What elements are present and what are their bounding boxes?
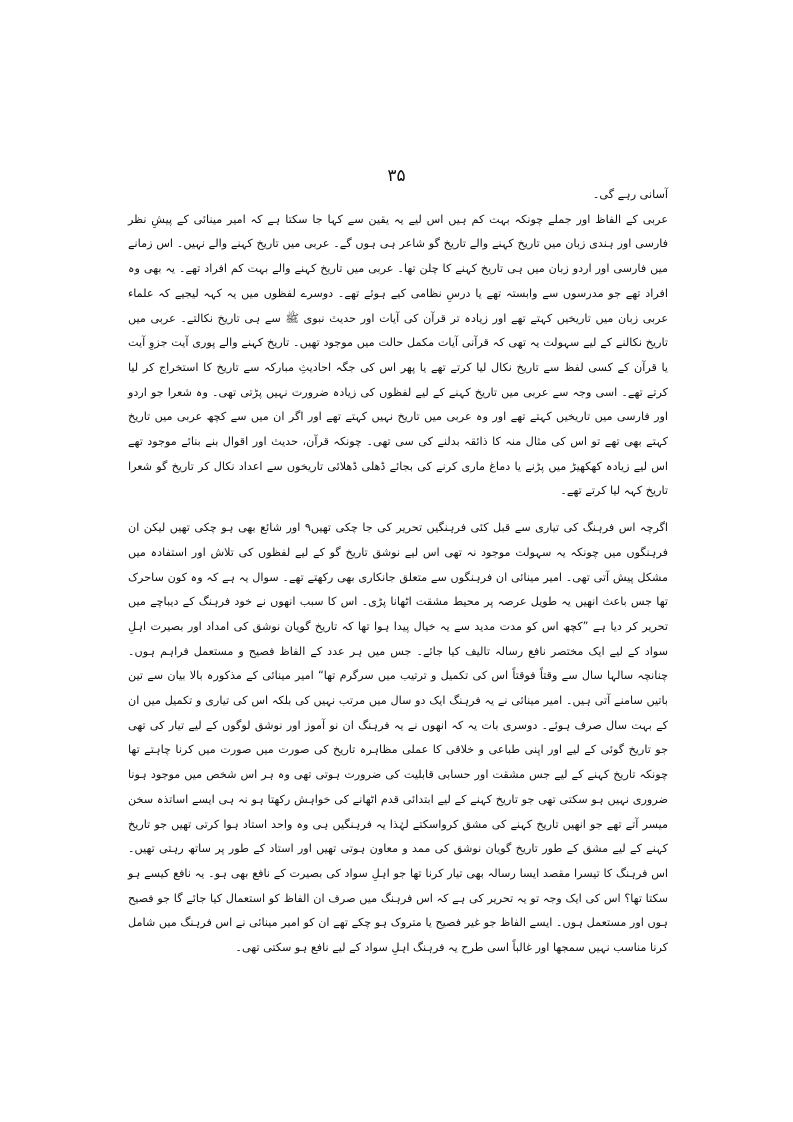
page-number: ۳۵	[387, 166, 406, 186]
body-text	[128, 183, 668, 961]
paragraph: عربی کے الفاظ اور جملے چونکہ بہت کم ہیں اس لیے یہ یقین سے کہا جا سکتا ہے کہ امیر مینائی کے پیشِ نظر فارسی اور ہندی زبان میں تاریخ کہنے والے تاریخ گو شاعر ہی ہوں گے۔ عربی میں تاریخ کہنے والے نہیں۔ اس زمانے میں فارسی اور اردو زبان میں ہی تاریخ کہنے کا چلن تھا۔ عربی میں تاریخ کہنے والے بہت کم افراد تھے۔ یہ بھی وہ افراد تھے جو مدرسوں سے وابستہ تھے یا درسِ نظامی کیے ہوئے تھے۔ دوسرے لفظوں میں یہ کہہ لیجیے کہ علماء عربی زبان میں تاریخیں کہتے تھے اور زیادہ تر قرآن کی آیات اور حدیث نبوی ﷺ سے ہی تاریخ نکالتے۔ عربی میں تاریخ نکالنے کے لیے سہولت یہ تھی کہ قرآنی آیات مکمل حالت میں موجود تھیں۔ تاریخ کہنے والے پوری آیت جزوِ آیت یا قرآن کے کسی لفظ سے تاریخ نکال لیا کرتے تھے یا پھر اس کی جگہ احادیثِ مبارکہ سے تاریخ کا استخراج کر لیا کرتے تھے۔ اسی وجہ سے عربی میں تاریخ کہنے کے لیے لفظوں کی زیادہ ضرورت نہیں پڑتی تھی۔ وہ شعرا جو اردو اور فارسی میں تاریخیں کہتے تھے اور وہ عربی میں تاریخ نہیں کہتے تھے اور اگر ان میں سے کچھ عربی میں تاریخ کہتے بھی تھے تو اس کی مثال منہ کا ذائقہ بدلنے کی سی تھی۔ چونکہ قرآن، حدیث اور اقوال بنے بنائے موجود تھے اس لیے زیادہ کھکھیڑ میں پڑنے یا دماغ ماری کرنے کی بجائے ڈھلی ڈھلائی تاریخوں سے اعداد نکال کر تاریخ گو شعرا تاریخ کہہ لیا کرتے تھے۔	[128, 212, 668, 498]
paragraph: اگرچہ اس فرہنگ کی تیاری سے قبل کئی فرہنگیں تحریر کی جا چکی تھیں۹ اور شائع بھی ہو چکی تھیں لیکن ان فرہنگوں میں چونکہ یہ سہولت موجود نہ تھی اس لیے نوشق تاریخ گو کے لیے لفظوں کی تلاش اور استفادہ میں مشکل پیش آتی تھی۔ امیر مینائی ان فرہنگوں سے متعلق جانکاری بھی رکھتے تھے۔ سوال یہ ہے کہ وہ کون ساحرک تھا جس باعث انھیں یہ طویل عرصہ پر محیط مشقت اٹھانا پڑی۔ اس کا سبب انھوں نے خود فرہنگ کے دیباچے میں تحریر کر دیا ہے ”کچھ اس کو مدت مدید سے یہ خیال پیدا ہوا تھا کہ تاریخ گویان نوشق کی امداد اور بصیرت اہلِ سواد کے لیے ایک مختصر نافع رسالہ تالیف کیا جائے۔ جس میں ہر عدد کے الفاظ فصیح و مستعمل فراہم ہوں۔ چنانچہ سالہا سال سے وقتاً فوقتاً اس کی تکمیل و ترتیب میں سرگرم تھا“ امیر مینائی کے مذکورہ بالا بیان سے تین باتیں سامنے آتی ہیں۔ امیر مینائی نے یہ فرہنگ ایک دو سال میں مرتب نہیں کی بلکہ اس کی تیاری و تکمیل میں ان کے بہت سال صرف ہوئے۔ دوسری بات یہ کہ انھوں نے یہ فرہنگ ان نو آموز اور نوشق لوگوں کے لیے تیار کی تھی جو تاریخ گوئی کے لیے اور اپنی طباعی و خلاقی کا عملی مظاہرہ تاریخ کی صورت میں صورت میں کرنا چاہتے تھا چونکہ تاریخ کہنے کے لیے جس مشقت اور حسابی قابلیت کی ضرورت ہوتی تھی وہ ہر اس شخص میں موجود ہونا ضروری نہیں ہو سکتی تھی جو تاریخ کہنے کے لیے ابتدائی قدم اٹھانے کی خواہش رکھتا ہو نہ ہی ایسے اساتذہ سخن میسر آتے تھے جو انھیں تاریخ کہنے کی مشق کرواسکتے لہٰذا یہ فرہنگیں ہی وہ واحد استاد ہوا کرتی تھیں جو تاریخ کہنے کے لیے مشق کے طور تاریخ گویان نوشق کی ممد و معاون ہوتی تھیں اور استاد کے طور پر ساتھ رہتی تھیں۔ اس فرہنگ کا تیسرا مقصد ایسا رسالہ بھی تیار کرنا تھا جو اہلِ سواد کی بصیرت کے نافع بھی ہو۔ یہ نافع کیسے ہو سکتا تھا؟ اس کی ایک وجہ تو یہ تحریر کی ہے کہ اس فرہنگ میں صرف ان الفاظ کو استعمال کیا جائے گا جو فصیح ہوں اور مستعمل ہوں۔ ایسے الفاظ جو غیر فصیح یا متروک ہو چکے تھے ان کو امیر مینائی نے اس فرہنگ میں شامل کرنا مناسب نہیں سمجھا اور غالباً اسی طرح یہ فرہنگ اہلِ سواد کے لیے نافع ہو سکتی تھی۔	[128, 521, 668, 955]
paragraph-gap	[128, 504, 668, 516]
paragraph: آسانی رہے گی۔	[592, 188, 668, 201]
